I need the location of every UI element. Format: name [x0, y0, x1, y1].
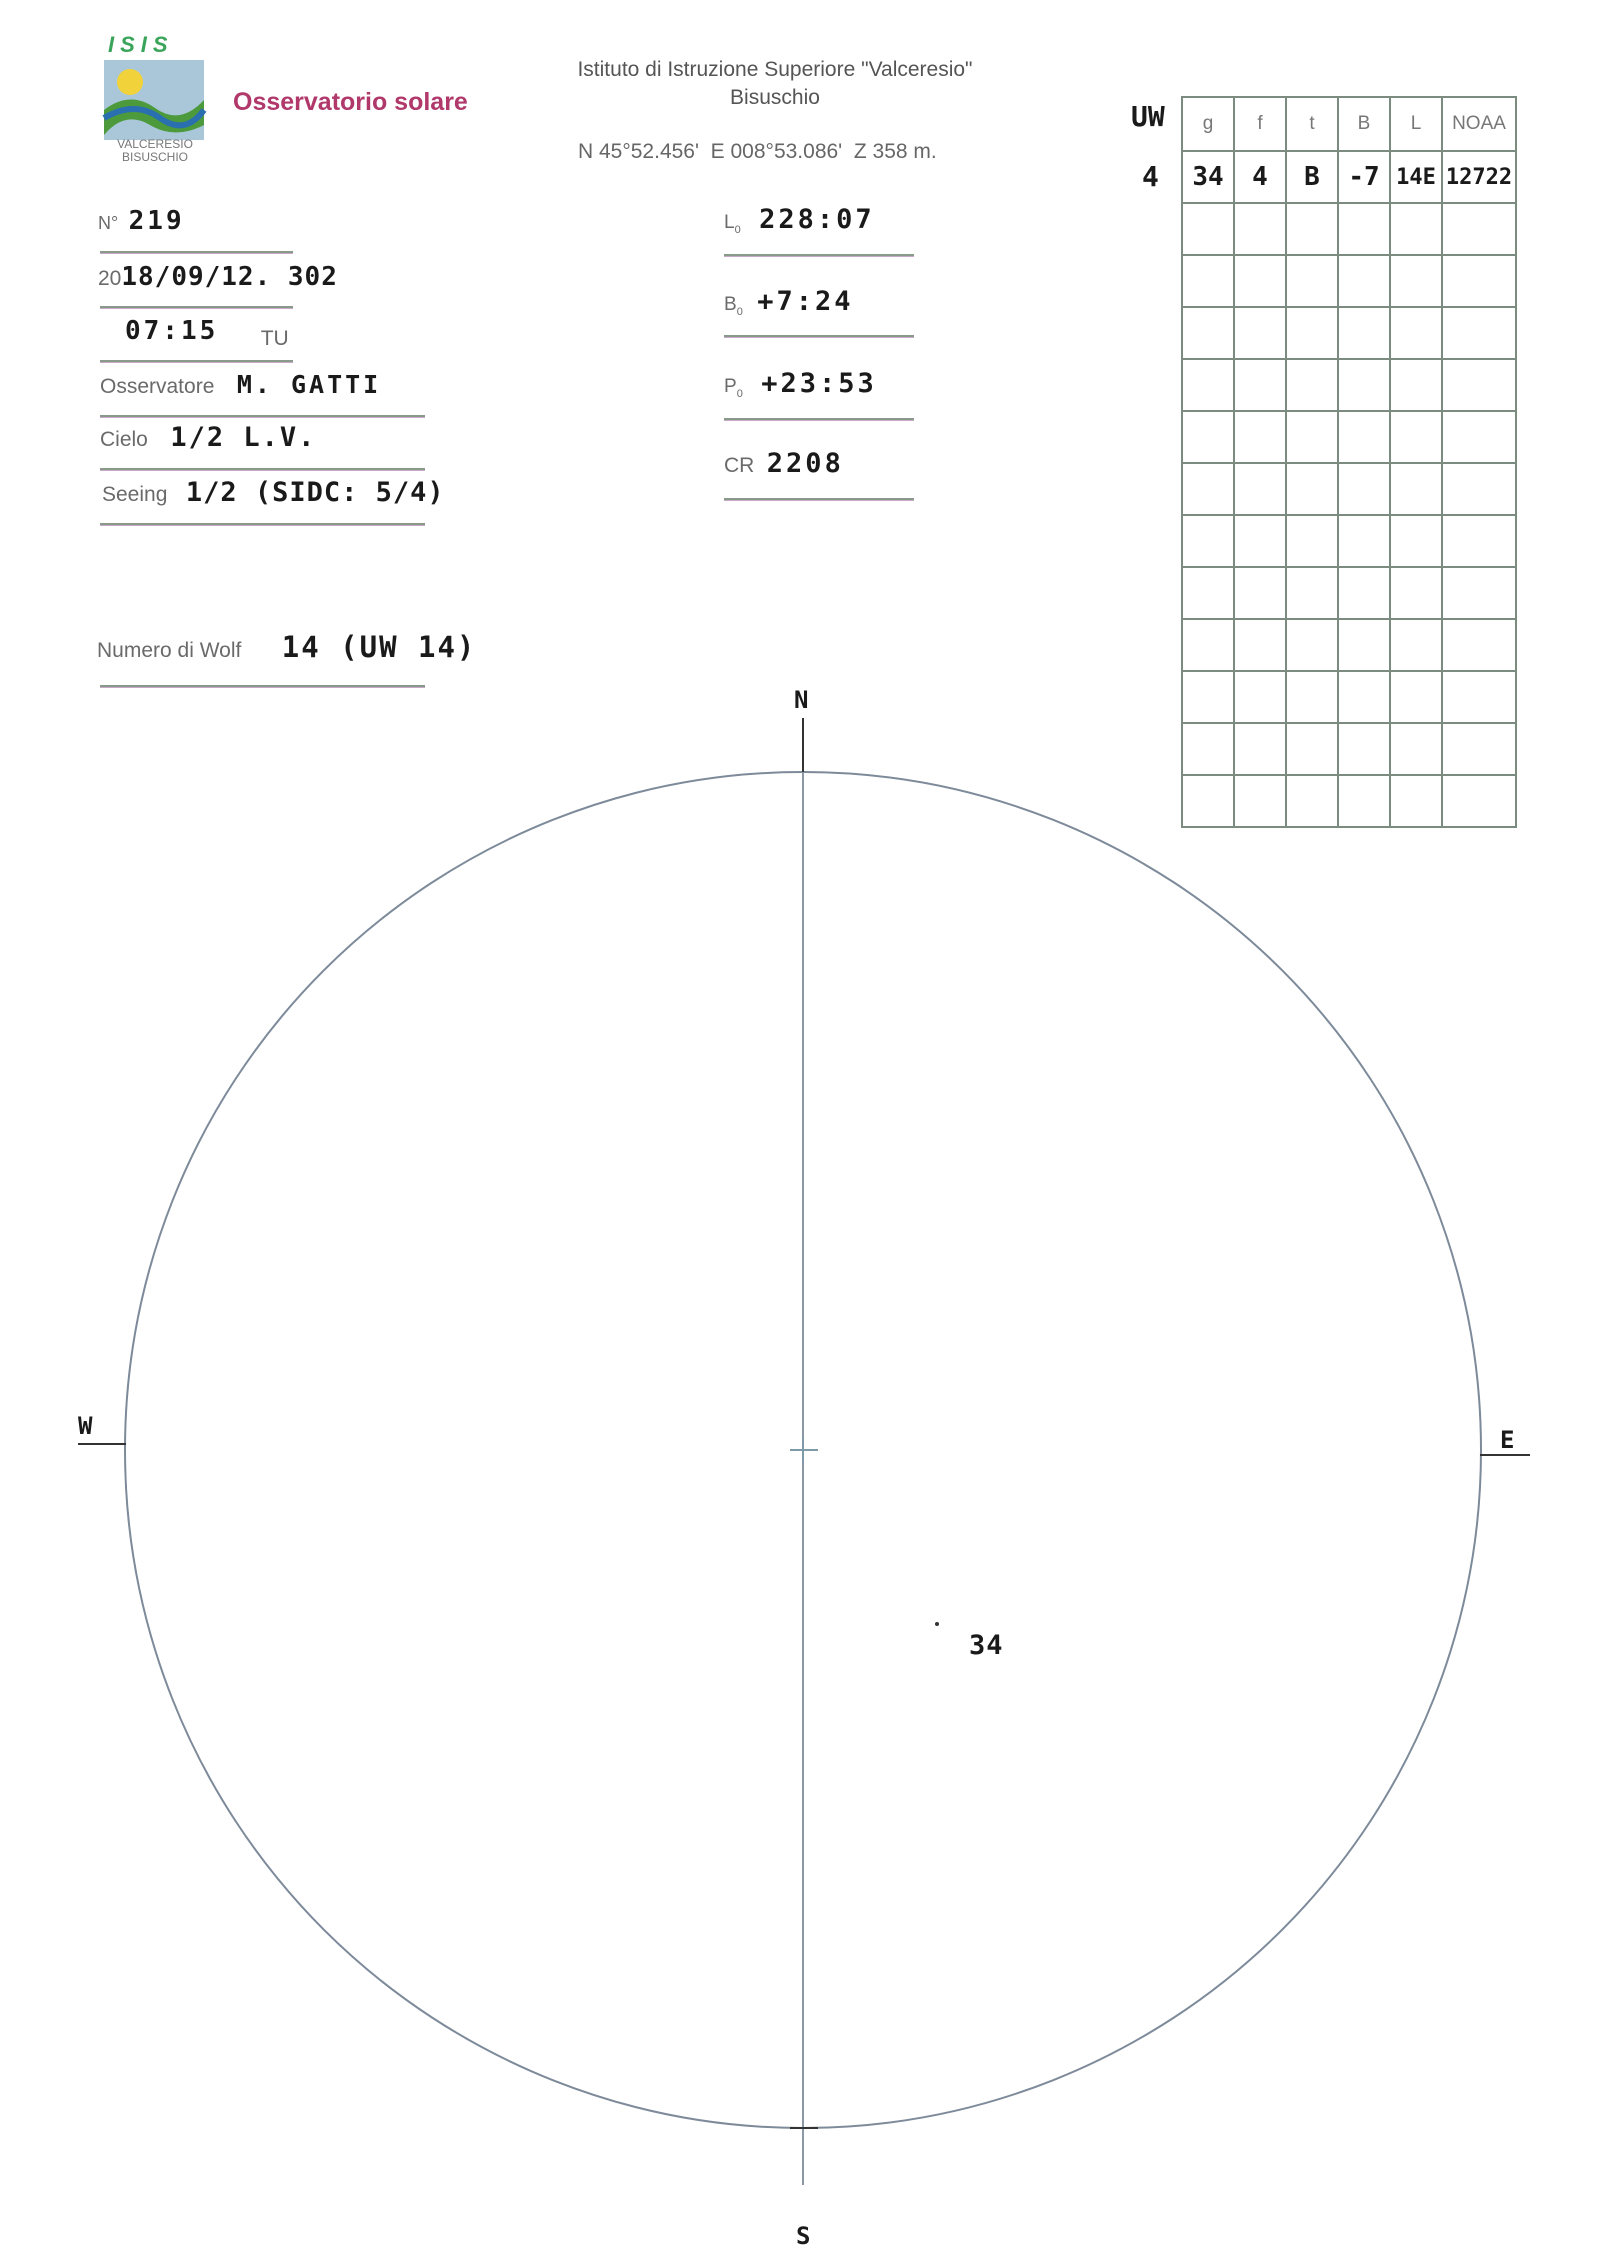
b0-value: +7:24	[757, 286, 854, 317]
col-f: f	[1234, 97, 1286, 151]
cell-l: 14E	[1390, 151, 1442, 203]
b0-label: $B_0$	[724, 294, 743, 318]
date-prefix: 20	[98, 267, 122, 290]
cell-f: 4	[1234, 151, 1286, 203]
sunspot-group-marker	[935, 1622, 939, 1626]
observatory-title: Osservatorio solare	[233, 88, 468, 116]
l0-value: 228:07	[759, 204, 875, 235]
col-noaa: NOAA	[1442, 97, 1516, 151]
wolf-value: 14 (UW 14)	[281, 630, 477, 664]
group-label-34: 34	[969, 1630, 1004, 1661]
date-value: 18/09/12. 302	[121, 262, 338, 292]
p0-label: $P_0$	[724, 376, 743, 400]
cell-t: B	[1286, 151, 1338, 203]
logo-text: ISIS	[108, 32, 174, 57]
logo-caption: VALCERESIO BISUSCHIO	[117, 137, 193, 164]
cell-g: 34	[1182, 151, 1234, 203]
compass-west: W	[78, 1412, 93, 1440]
cell-b: -7	[1338, 151, 1390, 203]
institute-name: Istituto di Istruzione Superiore "Valceresio"	[577, 58, 973, 81]
uw-side-header: UW	[1131, 100, 1165, 133]
uw-side-value: 4	[1142, 160, 1159, 193]
l0-label: $L_0$	[724, 212, 741, 236]
seeing-value: 1/2 (SIDC: 5/4)	[185, 477, 445, 508]
compass-north: N	[794, 686, 809, 714]
seeing-label: Seeing	[102, 483, 168, 506]
compass-south: S	[796, 2222, 811, 2250]
observer-value: M. GATTI	[236, 370, 382, 399]
col-l: L	[1390, 97, 1442, 151]
p0-value: +23:53	[761, 368, 877, 399]
compass-east: E	[1500, 1426, 1515, 1454]
wolf-label: Numero di Wolf	[97, 639, 242, 662]
observer-label: Osservatore	[100, 375, 215, 398]
cell-noaa: 12722	[1442, 151, 1516, 203]
number-value: 219	[128, 206, 185, 236]
col-t: t	[1286, 97, 1338, 151]
site-coordinates: N 45°52.456' E 008°53.086' Z 358 m.	[578, 140, 937, 163]
number-label: N°	[98, 213, 119, 233]
cr-value: 2208	[766, 448, 844, 479]
institute-town: Bisuschio	[730, 86, 820, 109]
sky-label: Cielo	[100, 428, 148, 451]
cr-label: CR	[724, 454, 755, 477]
sky-value: 1/2 L.V.	[170, 422, 317, 453]
col-g: g	[1182, 97, 1234, 151]
time-unit: TU	[260, 327, 289, 350]
time-value: 07:15	[125, 316, 219, 346]
col-b: B	[1338, 97, 1390, 151]
